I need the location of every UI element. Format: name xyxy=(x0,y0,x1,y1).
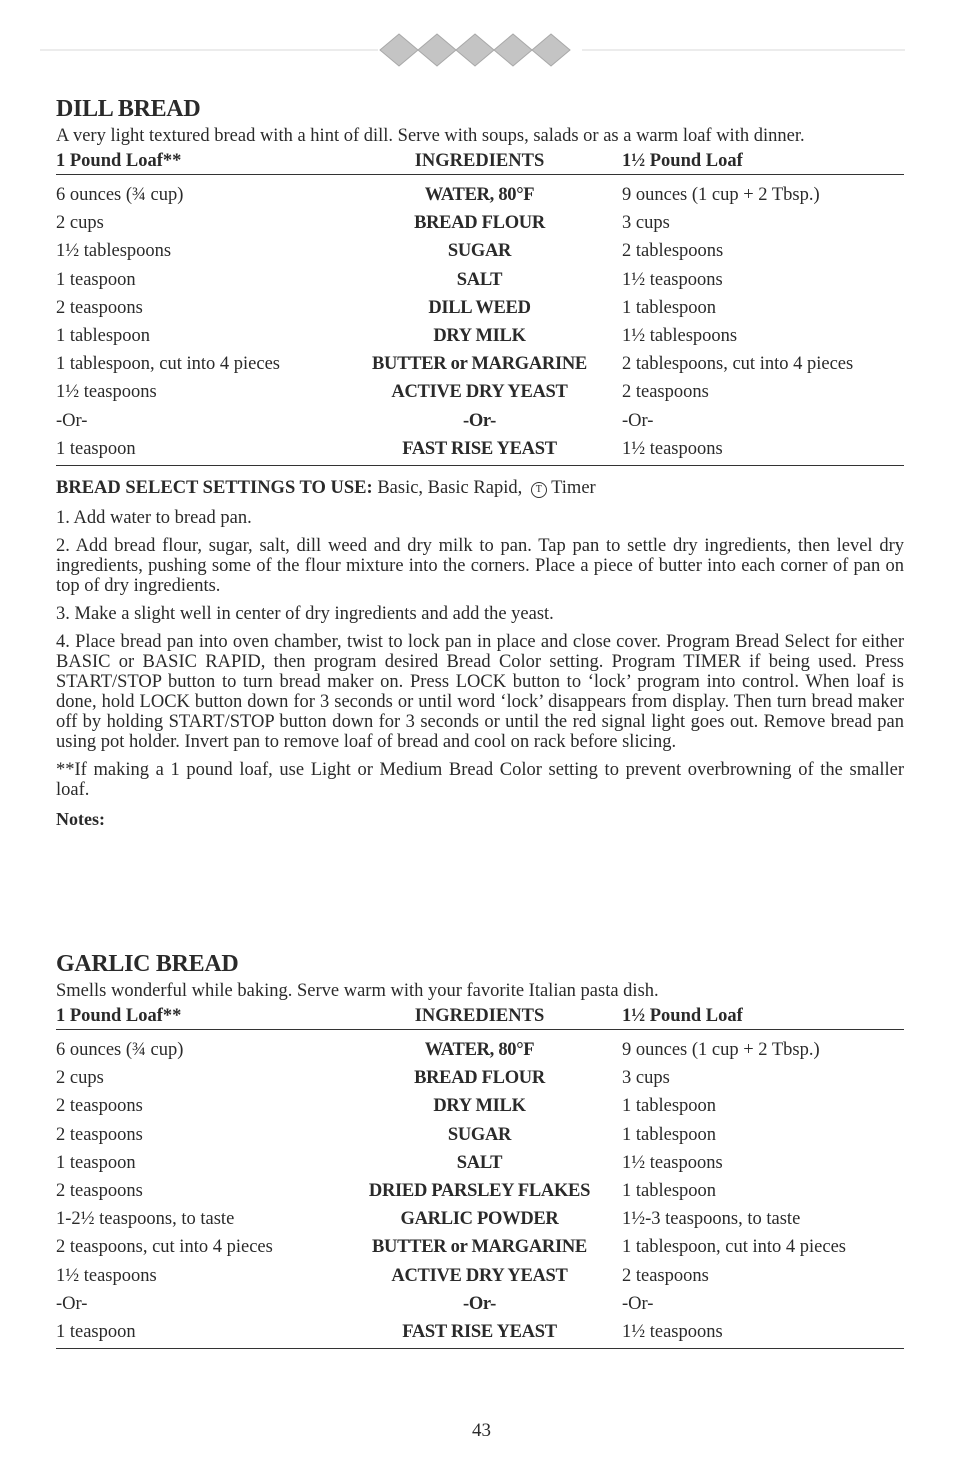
bread-select-settings xyxy=(56,476,904,500)
amount-1-pound: 1½ teaspoons xyxy=(56,382,157,403)
ingredients-table-header xyxy=(56,148,904,175)
amount-1-pound: 2 cups xyxy=(56,213,104,234)
column-header-1-5-pound: 1½ Pound Loaf xyxy=(622,151,743,171)
table-row xyxy=(56,1149,904,1177)
amount-1-pound: 1 teaspoon xyxy=(56,1152,136,1173)
table-row xyxy=(56,1233,904,1261)
ingredient-name: -Or- xyxy=(462,1293,497,1314)
column-header-1-pound: 1 Pound Loaf** xyxy=(56,151,182,171)
ingredients-table-header xyxy=(56,1003,904,1030)
table-row xyxy=(56,1205,904,1233)
ingredient-name: SALT xyxy=(456,269,503,290)
ingredient-name: BUTTER or MARGARINE xyxy=(372,1237,587,1258)
table-row xyxy=(56,322,904,350)
amount-1-pound: 6 ounces (¾ cup) xyxy=(56,1040,184,1060)
table-row xyxy=(56,181,904,209)
amount-1-5-pound: 9 ounces (1 cup + 2 Tbsp.) xyxy=(622,1040,820,1060)
recipe-dill-bread xyxy=(56,94,904,830)
notes-label: Notes: xyxy=(56,808,105,829)
ingredients-table xyxy=(56,1030,904,1349)
amount-1-5-pound: 1 tablespoon xyxy=(622,1180,717,1201)
table-row xyxy=(56,435,904,463)
column-header-1-5-pound: 1½ Pound Loaf xyxy=(622,1006,743,1026)
recipe-description: A very light textured bread with a hint of dill. Serve with soups, salads or as a warm loaf with dinner. xyxy=(56,126,805,146)
table-row xyxy=(56,1064,904,1092)
column-header-1-pound: 1 Pound Loaf** xyxy=(56,1006,182,1026)
amount-1-pound: 1½ teaspoons xyxy=(56,1265,157,1286)
amount-1-pound: 1 teaspoon xyxy=(56,1321,136,1342)
table-row xyxy=(56,209,904,237)
amount-1-5-pound: 3 cups xyxy=(622,1068,670,1089)
amount-1-5-pound: 2 teaspoons xyxy=(622,382,709,403)
timer-icon: T xyxy=(531,482,547,498)
instruction-step: 1. Add water to bread pan. xyxy=(56,507,252,528)
amount-1-pound: -Or- xyxy=(56,1293,88,1314)
diamond-ornament xyxy=(0,30,963,70)
ingredient-name: SUGAR xyxy=(447,241,512,262)
amount-1-pound: 1 tablespoon xyxy=(56,325,151,346)
instruction-step: 2. Add bread flour, sugar, salt, dill weed and dry milk to pan. Tap pan to settle dry ingredients, then level dry ingredients, pushing some of the flour mixture into the corners. Place a piece of butter into each corner of pan on top of dry ingredients. xyxy=(56,535,904,596)
table-row xyxy=(56,378,904,406)
column-header-ingredients: INGREDIENTS xyxy=(414,151,545,171)
amount-1-5-pound: 1½ teaspoons xyxy=(622,1321,723,1342)
amount-1-pound: 2 teaspoons xyxy=(56,297,143,318)
amount-1-5-pound: 1 tablespoon xyxy=(622,1124,717,1145)
table-row xyxy=(56,1318,904,1346)
amount-1-pound: 2 teaspoons xyxy=(56,1180,143,1201)
amount-1-5-pound: 2 tablespoons xyxy=(622,241,724,262)
amount-1-pound: 2 cups xyxy=(56,1068,104,1089)
ingredient-name: DRY MILK xyxy=(433,325,526,346)
ingredient-name: SALT xyxy=(456,1152,503,1173)
amount-1-5-pound: 3 cups xyxy=(622,213,670,234)
settings-label: BREAD SELECT SETTINGS TO USE: xyxy=(56,477,373,498)
amount-1-pound: 2 teaspoons xyxy=(56,1124,143,1145)
table-row xyxy=(56,237,904,265)
table-row xyxy=(56,1262,904,1290)
table-row xyxy=(56,1092,904,1120)
table-row xyxy=(56,1290,904,1318)
amount-1-5-pound: 1½-3 teaspoons, to taste xyxy=(622,1209,801,1230)
amount-1-pound: 2 teaspoons xyxy=(56,1096,143,1117)
ingredient-name: ACTIVE DRY YEAST xyxy=(391,382,568,403)
amount-1-5-pound: 1½ tablespoons xyxy=(622,325,738,346)
amount-1-5-pound: 1½ teaspoons xyxy=(622,1152,723,1173)
ingredient-name: ACTIVE DRY YEAST xyxy=(391,1265,568,1286)
page-number: 43 xyxy=(472,1420,491,1441)
ingredient-name: FAST RISE YEAST xyxy=(402,438,557,459)
table-row xyxy=(56,1121,904,1149)
table-row xyxy=(56,407,904,435)
amount-1-pound: 6 ounces (¾ cup) xyxy=(56,185,184,205)
ingredient-name: BREAD FLOUR xyxy=(414,1068,545,1089)
amount-1-pound: 1-2½ teaspoons, to taste xyxy=(56,1209,235,1230)
amount-1-5-pound: 1 tablespoon, cut into 4 pieces xyxy=(622,1237,847,1258)
ingredient-name: DRIED PARSLEY FLAKES xyxy=(368,1180,591,1201)
table-row xyxy=(56,1036,904,1064)
ingredient-name: BUTTER or MARGARINE xyxy=(372,354,587,375)
instruction-step: 4. Place bread pan into oven chamber, twist to lock pan in place and close cover. Program Bread Select for either BASIC or BASIC RAPID, then program desired Bread Color setting. Program TIMER if being used. Press START/STOP button to turn bread maker on. Press LOCK button to ‘lock’ program into control. When loaf is done, hold LOCK button down for 3 seconds or until word ‘lock’ disappears from display. Then turn bread maker off by holding START/STOP button down for 3 seconds or until the red signal light goes out. Remove bread pan using pot holder. Invert pan to remove loaf of bread and cool on rack before slicing. xyxy=(56,631,904,752)
recipe-description: Smells wonderful while baking. Serve warm with your favorite Italian pasta dish. xyxy=(56,981,659,1001)
amount-1-pound: 1 teaspoon xyxy=(56,269,136,290)
ingredient-name: DRY MILK xyxy=(433,1096,526,1117)
amount-1-5-pound: 1 tablespoon xyxy=(622,297,717,318)
amount-1-5-pound: 1 tablespoon xyxy=(622,1096,717,1117)
amount-1-5-pound: 9 ounces (1 cup + 2 Tbsp.) xyxy=(622,185,820,205)
amount-1-pound: -Or- xyxy=(56,410,88,431)
ingredient-name: DILL WEED xyxy=(428,297,531,318)
amount-1-pound: 1 tablespoon, cut into 4 pieces xyxy=(56,354,281,375)
table-row xyxy=(56,294,904,322)
ingredients-table xyxy=(56,175,904,466)
ingredient-name: FAST RISE YEAST xyxy=(402,1321,557,1342)
recipe-garlic-bread xyxy=(56,949,904,1349)
amount-1-5-pound: -Or- xyxy=(622,410,654,431)
ingredient-name: WATER, 80°F xyxy=(424,1040,535,1060)
ingredient-name: GARLIC POWDER xyxy=(400,1209,559,1230)
amount-1-pound: 1 teaspoon xyxy=(56,438,136,459)
amount-1-5-pound: 2 tablespoons, cut into 4 pieces xyxy=(622,354,854,375)
ingredient-name: SUGAR xyxy=(447,1124,512,1145)
ingredient-name: WATER, 80°F xyxy=(424,185,535,205)
table-row xyxy=(56,266,904,294)
amount-1-5-pound: 1½ teaspoons xyxy=(622,438,723,459)
table-row xyxy=(56,350,904,378)
instruction-step: 3. Make a slight well in center of dry ingredients and add the yeast. xyxy=(56,603,554,624)
amount-1-5-pound: 1½ teaspoons xyxy=(622,269,723,290)
ingredient-name: BREAD FLOUR xyxy=(414,213,545,234)
footnote: **If making a 1 pound loaf, use Light or Medium Bread Color setting to prevent overbrowning of the smaller loaf. xyxy=(56,759,904,800)
amount-1-pound: 2 teaspoons, cut into 4 pieces xyxy=(56,1237,273,1258)
ingredient-name: -Or- xyxy=(462,410,497,431)
settings-value: Basic, Basic Rapid, xyxy=(377,477,523,498)
amount-1-5-pound: -Or- xyxy=(622,1293,654,1314)
timer-label: Timer xyxy=(551,477,596,498)
column-header-ingredients: INGREDIENTS xyxy=(414,1006,545,1026)
amount-1-pound: 1½ tablespoons xyxy=(56,241,172,262)
table-row xyxy=(56,1177,904,1205)
amount-1-5-pound: 2 teaspoons xyxy=(622,1265,709,1286)
recipe-title: DILL BREAD xyxy=(56,96,201,122)
recipe-title: GARLIC BREAD xyxy=(56,951,239,977)
